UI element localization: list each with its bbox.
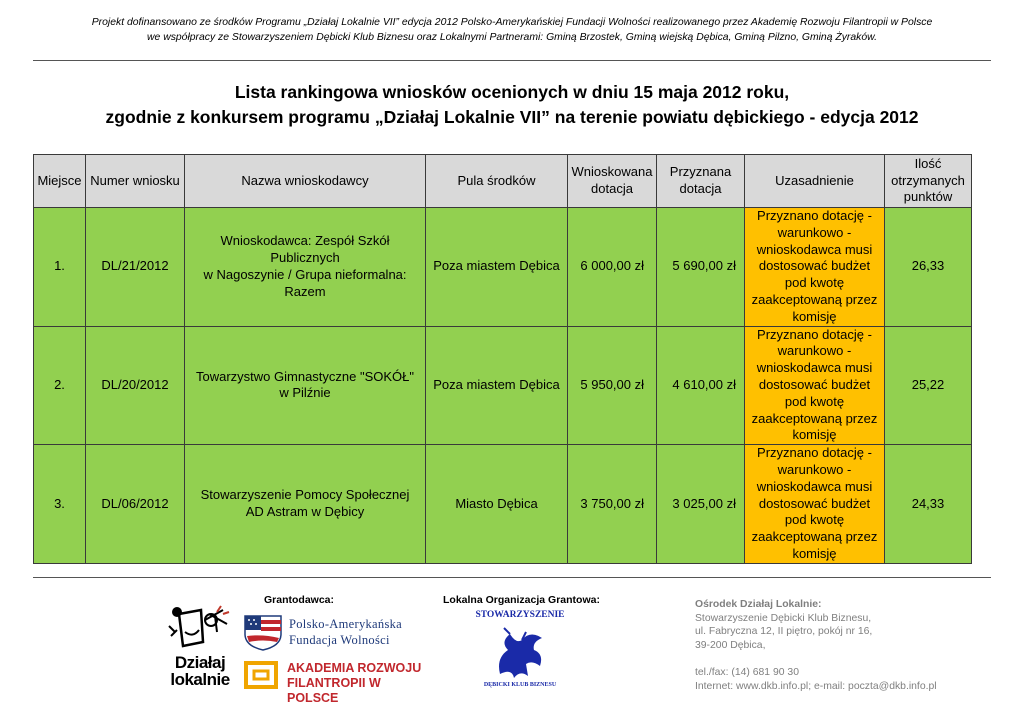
cell-requested: 5 950,00 zł bbox=[568, 326, 657, 445]
arfp-logo bbox=[243, 660, 433, 705]
funding-note-line-1: Projekt dofinansowano ze środków Programu „Działaj Lokalnie VII” edycja 2012 Polsko-Amerykańskiej Fundacji Wolności realizowanego przez Akademię Rozwoju Filantropii w Polsce bbox=[91, 17, 933, 28]
paff-line-2: Fundacja Wolności bbox=[289, 633, 390, 647]
table-row bbox=[34, 445, 972, 564]
local-org-label: Lokalna Organizacja Grantowa: bbox=[443, 594, 600, 606]
dzialaj-lokalnie-wordmark bbox=[167, 654, 233, 688]
contact-line-city: 39-200 Dębica, bbox=[695, 639, 766, 651]
cell-justification: Przyznano dotację - warunkowo - wnioskodawca musi dostosować budżet pod kwotę zaakceptowaną przez komisję bbox=[745, 208, 885, 327]
dzialaj-lokalnie-logo bbox=[165, 602, 235, 694]
applicant-line-1: Wnioskodawca: Zespół Szkół Publicznych bbox=[220, 233, 390, 265]
grantor-label: Grantodawca: bbox=[264, 594, 335, 606]
arfp-bracket-icon bbox=[243, 660, 279, 690]
cell-applicant bbox=[185, 445, 426, 564]
header-number: Numer wniosku bbox=[86, 155, 185, 208]
cell-place: 1. bbox=[34, 208, 86, 327]
cell-pool: Poza miastem Dębica bbox=[426, 208, 568, 327]
applicant-line-1: Towarzystwo Gimnastyczne "SOKÓŁ" bbox=[195, 368, 415, 384]
cell-requested: 3 750,00 zł bbox=[568, 445, 657, 564]
dzialaj-lokalnie-emblem-icon bbox=[165, 602, 235, 656]
cell-requested: 6 000,00 zł bbox=[568, 208, 657, 327]
cell-justification: Przyznano dotację - warunkowo - wnioskodawca musi dostosować budżet pod kwotę zaakceptowaną przez komisję bbox=[745, 326, 885, 445]
cell-place: 3. bbox=[34, 445, 86, 564]
paff-logo bbox=[243, 612, 433, 652]
cell-justification: Przyznano dotację - warunkowo - wnioskodawca musi dostosować budżet pod kwotę zaakceptowaną przez komisję bbox=[745, 445, 885, 564]
table-row bbox=[34, 208, 972, 327]
arfp-line-2: FILANTROPII W POLSCE bbox=[287, 676, 381, 705]
dkb-top-text: STOWARZYSZENIE bbox=[475, 610, 565, 620]
dl-word-2: lokalnie bbox=[170, 670, 230, 689]
cell-number: DL/21/2012 bbox=[86, 208, 185, 327]
contact-block bbox=[695, 598, 937, 693]
cell-points: 24,33 bbox=[885, 445, 972, 564]
cell-granted: 3 025,00 zł bbox=[657, 445, 745, 564]
cell-granted: 4 610,00 zł bbox=[657, 326, 745, 445]
applicant-line-2: AD Astram w Dębicy bbox=[245, 503, 365, 519]
header-divider bbox=[33, 60, 991, 61]
flag-shield-icon bbox=[243, 612, 285, 652]
applicant-line-2: w Pilźnie bbox=[279, 385, 331, 401]
cell-place: 2. bbox=[34, 326, 86, 445]
funding-note-line-2: we współpracy ze Stowarzyszeniem Dębicki Klub Biznesu oraz Lokalnymi Partnerami: Gminą Brzostek, Gminą wiejską Dębica, Gminą Pilzno, Gminą Żyraków. bbox=[147, 32, 877, 43]
header-justification: Uzasadnienie bbox=[745, 155, 885, 208]
contact-line-address: ul. Fabryczna 12, II piętro, pokój nr 16, bbox=[695, 626, 873, 638]
arfp-line-1: AKADEMIA ROZWOJU bbox=[287, 661, 422, 675]
header-applicant: Nazwa wnioskodawcy bbox=[185, 155, 426, 208]
cell-applicant bbox=[185, 326, 426, 445]
dl-word-1: Działaj bbox=[174, 653, 226, 672]
cell-points: 25,22 bbox=[885, 326, 972, 445]
header-granted: Przyznana dotacja bbox=[657, 155, 745, 208]
cell-pool: Poza miastem Dębica bbox=[426, 326, 568, 445]
paff-line-1: Polsko-Amerykańska bbox=[289, 617, 403, 631]
project-funding-note bbox=[40, 15, 984, 45]
header-place: Miejsce bbox=[34, 155, 86, 208]
footer-divider bbox=[33, 577, 991, 578]
table-header-row bbox=[34, 155, 972, 208]
applicant-line-1: Stowarzyszenie Pomocy Społecznej bbox=[200, 487, 410, 503]
cell-pool: Miasto Dębica bbox=[426, 445, 568, 564]
cell-granted: 5 690,00 zł bbox=[657, 208, 745, 327]
page-title bbox=[40, 80, 984, 130]
header-requested: Wnioskowana dotacja bbox=[568, 155, 657, 208]
cell-number: DL/06/2012 bbox=[86, 445, 185, 564]
contact-line-org: Stowarzyszenie Dębicki Klub Biznesu, bbox=[695, 612, 872, 624]
cell-number: DL/20/2012 bbox=[86, 326, 185, 445]
header-pool: Pula środków bbox=[426, 155, 568, 208]
title-line-2: zgodnie z konkursem programu „Działaj Lokalnie VII” na terenie powiatu dębickiego - edycja 2012 bbox=[105, 107, 919, 127]
dkb-logo bbox=[470, 610, 570, 694]
griffin-icon bbox=[470, 624, 570, 684]
paff-wordmark bbox=[289, 616, 402, 648]
contact-web: Internet: www.dkb.info.pl; e-mail: poczta@dkb.info.pl bbox=[695, 680, 937, 692]
arfp-wordmark bbox=[287, 661, 433, 706]
cell-applicant bbox=[185, 208, 426, 327]
cell-points: 26,33 bbox=[885, 208, 972, 327]
applicant-line-2: w Nagoszynie / Grupa nieformalna: Razem bbox=[203, 266, 407, 299]
table-row bbox=[34, 326, 972, 445]
title-line-1: Lista rankingowa wniosków ocenionych w dniu 15 maja 2012 roku, bbox=[234, 82, 790, 102]
contact-heading: Ośrodek Działaj Lokalnie: bbox=[695, 599, 822, 610]
dkb-bottom-text: DĘBICKI KLUB BIZNESU bbox=[483, 682, 557, 688]
ranking-table bbox=[33, 154, 972, 564]
header-points: Ilość otrzymanych punktów bbox=[885, 155, 972, 208]
contact-phone: tel./fax: (14) 681 90 30 bbox=[695, 666, 799, 678]
